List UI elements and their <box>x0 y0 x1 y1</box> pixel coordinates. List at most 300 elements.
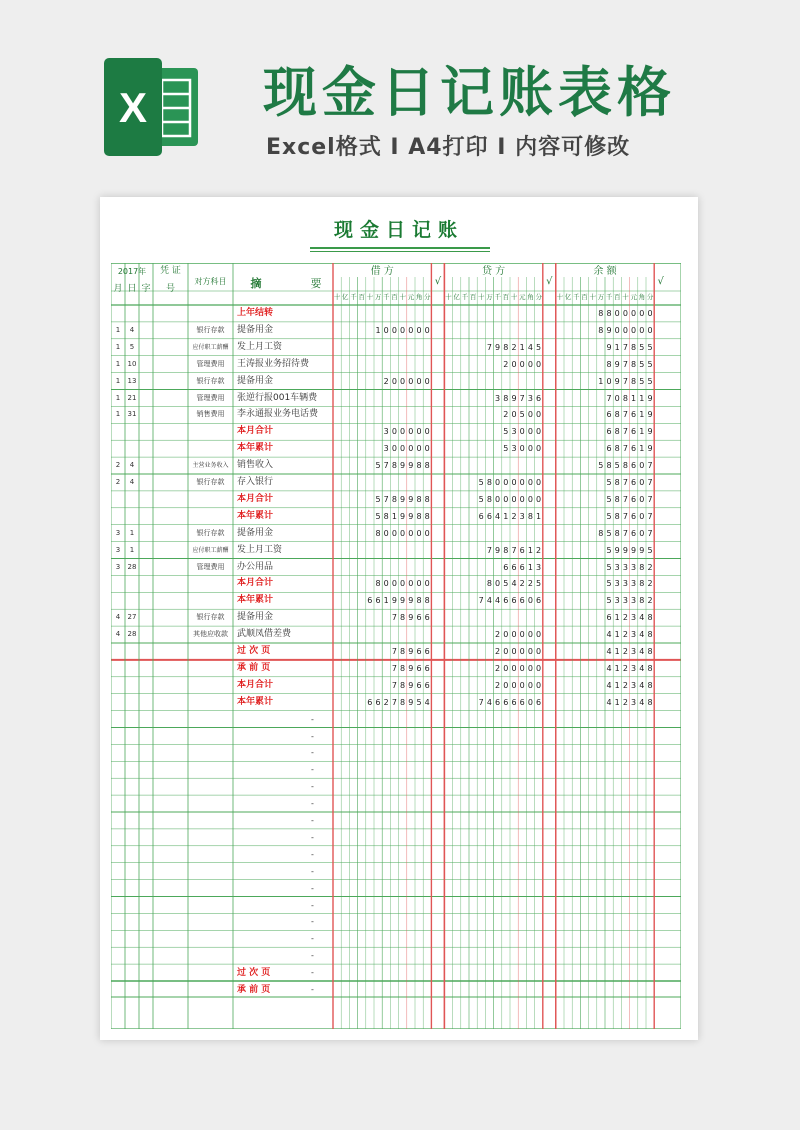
amount-digit: 6 <box>375 697 381 707</box>
amount-digit: 0 <box>622 309 628 318</box>
amount-digit: 8 <box>631 376 637 386</box>
amount-digit: 2 <box>495 630 501 640</box>
row-month: 2 <box>115 461 121 470</box>
amount-digit: 3 <box>527 393 533 403</box>
amount-digit: 8 <box>631 359 637 369</box>
amount-digit: 4 <box>495 596 501 606</box>
page-title: 现金日记账表格 <box>263 61 676 124</box>
amount-digit: 3 <box>383 444 389 454</box>
amount-digit: 4 <box>424 697 430 707</box>
digit-header: 分 <box>424 293 431 301</box>
row-day: 13 <box>127 376 137 385</box>
amount-digit: 5 <box>536 342 542 352</box>
amount-digit: 0 <box>519 478 525 487</box>
row-day: 4 <box>129 461 135 470</box>
amount-digit: 0 <box>631 325 637 335</box>
digit-header: 十 <box>399 293 406 301</box>
amount-digit: 8 <box>614 444 620 454</box>
amount-digit: 9 <box>408 680 414 690</box>
row-day <box>125 491 139 508</box>
amount-digit: 9 <box>647 444 653 454</box>
row-month <box>111 694 125 711</box>
amount-digit: 8 <box>486 494 492 504</box>
amount-digit: 5 <box>598 461 604 471</box>
amount-digit: 0 <box>400 528 406 538</box>
blank-row-mark: - <box>311 985 314 994</box>
amount-digit: 0 <box>647 309 653 318</box>
amount-digit: 6 <box>631 511 637 521</box>
amount-digit: 3 <box>536 562 542 572</box>
amount-digit: 5 <box>606 528 612 538</box>
amount-digit: 7 <box>622 410 628 420</box>
amount-digit: 7 <box>622 342 628 352</box>
row-account: 其他应收款 <box>193 630 228 639</box>
amount-digit: 6 <box>519 697 525 707</box>
amount-digit: 3 <box>631 630 637 640</box>
digit-header: 角 <box>527 293 534 301</box>
sheet-title: 现金日记账 <box>333 219 464 241</box>
amount-digit: 8 <box>606 461 612 471</box>
amount-digit: 2 <box>511 342 517 352</box>
amount-digit: 9 <box>622 545 628 555</box>
amount-digit: 8 <box>622 461 628 471</box>
amount-digit: 0 <box>424 427 430 437</box>
amount-digit: 7 <box>622 359 628 369</box>
amount-digit: 1 <box>519 342 525 352</box>
row-summary: 本年累计 <box>237 443 274 454</box>
row-day <box>125 677 139 694</box>
amount-digit: 6 <box>503 596 509 606</box>
amount-digit: 6 <box>631 528 637 538</box>
amount-digit: 0 <box>639 478 645 487</box>
amount-digit: 3 <box>622 579 628 589</box>
amount-digit: 8 <box>486 579 492 589</box>
amount-digit: 9 <box>408 663 414 673</box>
amount-digit: 0 <box>495 494 501 504</box>
blank-row-mark: - <box>311 782 314 792</box>
blank-row-mark: - <box>311 714 314 724</box>
amount-digit: 2 <box>622 630 628 640</box>
hao-header: 号 <box>165 284 175 294</box>
amount-digit: 6 <box>367 596 373 606</box>
amount-digit: 3 <box>631 613 637 623</box>
digit-header: 百 <box>391 293 398 301</box>
amount-digit: 6 <box>536 697 542 707</box>
amount-digit: 0 <box>495 579 501 589</box>
day-header: 日 <box>127 284 137 294</box>
amount-digit: 0 <box>408 444 414 454</box>
amount-digit: 0 <box>639 461 645 471</box>
row-account: 银行存款 <box>196 478 225 486</box>
amount-digit: 9 <box>408 461 414 471</box>
amount-digit: 0 <box>416 444 422 454</box>
amount-digit: 7 <box>391 647 397 656</box>
digit-header: 元 <box>630 293 637 301</box>
blank-row-mark: - <box>311 951 314 961</box>
amount-digit: 2 <box>536 545 542 555</box>
amount-digit: 2 <box>622 613 628 623</box>
amount-digit: 3 <box>631 663 637 673</box>
row-day: 28 <box>127 562 137 571</box>
row-month <box>111 592 125 609</box>
amount-digit: 4 <box>495 511 501 521</box>
amount-digit: 6 <box>631 478 637 487</box>
page-subtitle: Excel格式 I A4打印 I 内容可修改 <box>266 135 631 160</box>
row-summary: 王涛报业务招待费 <box>237 358 310 369</box>
amount-digit: 4 <box>639 697 645 707</box>
balance-header: 余 额 <box>593 266 617 277</box>
footer-carry-forward: 过 次 页 <box>237 968 271 979</box>
amount-digit: 2 <box>622 647 628 656</box>
digit-header: 分 <box>535 293 542 301</box>
amount-digit: 0 <box>527 663 533 673</box>
amount-digit: 0 <box>408 579 414 589</box>
amount-digit: 6 <box>416 647 422 656</box>
row-account: 销售费用 <box>196 410 225 419</box>
row-account <box>188 660 233 677</box>
amount-digit: 0 <box>639 511 645 521</box>
amount-digit: 6 <box>503 697 509 707</box>
credit-header: 贷 方 <box>481 266 506 277</box>
blank-row-mark: - <box>311 816 314 825</box>
amount-digit: 8 <box>614 528 620 538</box>
amount-digit: 1 <box>639 427 645 437</box>
row-account <box>188 575 233 592</box>
amount-digit: 8 <box>647 680 653 690</box>
amount-digit: 6 <box>519 596 525 606</box>
row-account: 银行存款 <box>196 528 225 537</box>
amount-digit: 5 <box>606 579 612 589</box>
amount-digit: 1 <box>598 376 604 386</box>
ledger-sheet <box>100 197 698 1040</box>
amount-digit: 1 <box>614 647 620 656</box>
amount-digit: 5 <box>647 359 653 369</box>
row-day: 28 <box>127 630 137 639</box>
amount-digit: 8 <box>598 325 604 335</box>
amount-digit: 8 <box>639 562 645 572</box>
digit-header: 千 <box>573 293 580 301</box>
row-account <box>188 423 233 440</box>
amount-digit: 1 <box>631 393 637 403</box>
summary-header-a: 摘 <box>250 277 262 290</box>
amount-digit: 5 <box>606 545 612 555</box>
amount-digit: 8 <box>606 309 612 318</box>
amount-digit: 6 <box>511 697 517 707</box>
row-summary: 本月合计 <box>237 426 274 437</box>
digit-header: 百 <box>614 293 621 301</box>
amount-digit: 0 <box>511 680 517 690</box>
amount-digit: 0 <box>631 309 637 318</box>
amount-digit: 8 <box>614 427 620 437</box>
amount-digit: 3 <box>631 647 637 656</box>
amount-digit: 6 <box>486 511 492 521</box>
amount-digit: 8 <box>614 410 620 420</box>
row-month: 1 <box>115 410 121 419</box>
amount-digit: 0 <box>614 393 620 403</box>
check-header: √ <box>434 276 442 287</box>
banner <box>0 0 800 190</box>
amount-digit: 0 <box>519 647 525 656</box>
amount-digit: 6 <box>424 613 430 623</box>
amount-digit: 0 <box>495 478 501 487</box>
row-account: 主营业务收入 <box>192 462 229 470</box>
amount-digit: 0 <box>536 410 542 420</box>
amount-digit: 0 <box>536 647 542 656</box>
amount-digit: 0 <box>639 309 645 318</box>
row-day <box>125 305 139 322</box>
row-account <box>188 592 233 609</box>
row-day: 31 <box>127 410 137 419</box>
row-month: 4 <box>115 630 121 639</box>
amount-digit: 0 <box>391 325 397 335</box>
amount-digit: 0 <box>511 663 517 673</box>
amount-digit: 8 <box>416 511 422 521</box>
row-account <box>188 643 233 660</box>
amount-digit: 9 <box>400 494 406 504</box>
amount-digit: 2 <box>511 511 517 521</box>
amount-digit: 3 <box>614 596 620 606</box>
amount-digit: 0 <box>511 647 517 656</box>
row-month: 1 <box>115 376 121 385</box>
amount-digit: 9 <box>408 697 414 707</box>
amount-digit: 0 <box>527 680 533 690</box>
amount-digit: 2 <box>622 663 628 673</box>
amount-digit: 7 <box>511 545 517 555</box>
row-account <box>188 677 233 694</box>
row-account: 管理费用 <box>196 562 225 571</box>
row-summary: 存入银行 <box>237 477 274 487</box>
row-day <box>125 694 139 711</box>
blank-row-mark: - <box>311 849 314 859</box>
row-day <box>125 660 139 677</box>
amount-digit: 0 <box>416 528 422 538</box>
row-day <box>125 508 139 525</box>
row-day: 4 <box>129 325 135 334</box>
amount-digit: 0 <box>519 444 525 454</box>
amount-digit: 8 <box>647 647 653 656</box>
row-account: 应付职工薪酬 <box>192 546 229 554</box>
amount-digit: 7 <box>478 596 484 606</box>
amount-digit: 6 <box>478 511 484 521</box>
amount-digit: 8 <box>647 630 653 640</box>
amount-digit: 8 <box>424 494 430 504</box>
amount-digit: 1 <box>527 545 533 555</box>
amount-digit: 8 <box>416 596 422 606</box>
row-account: 管理费用 <box>196 359 225 368</box>
row-summary: 提备用金 <box>237 375 274 386</box>
row-month: 1 <box>115 359 121 368</box>
row-month: 4 <box>115 613 121 622</box>
amount-digit: 1 <box>614 630 620 640</box>
amount-digit: 0 <box>536 494 542 504</box>
amount-digit: 6 <box>511 596 517 606</box>
amount-digit: 0 <box>519 494 525 504</box>
amount-digit: 8 <box>400 647 406 656</box>
amount-digit: 6 <box>416 663 422 673</box>
amount-digit: 1 <box>536 511 542 521</box>
amount-digit: 5 <box>606 562 612 572</box>
row-month: 2 <box>115 478 121 486</box>
amount-digit: 9 <box>647 427 653 437</box>
amount-digit: 5 <box>375 461 381 471</box>
amount-digit: 9 <box>606 342 612 352</box>
amount-digit: 4 <box>606 697 612 707</box>
amount-digit: 0 <box>391 376 397 386</box>
amount-digit: 5 <box>536 579 542 589</box>
amount-digit: 0 <box>511 478 517 487</box>
digit-header: 百 <box>358 293 365 301</box>
amount-digit: 0 <box>519 427 525 437</box>
digit-header: 百 <box>469 293 477 301</box>
amount-digit: 7 <box>478 697 484 707</box>
amount-digit: 0 <box>391 528 397 538</box>
amount-digit: 1 <box>614 697 620 707</box>
amount-digit: 8 <box>503 393 509 403</box>
amount-digit: 0 <box>606 376 612 386</box>
title-underline <box>310 247 490 249</box>
amount-digit: 1 <box>375 325 381 335</box>
amount-digit: 2 <box>622 697 628 707</box>
amount-digit: 3 <box>383 427 389 437</box>
amount-digit: 1 <box>614 663 620 673</box>
digit-header: 十 <box>478 293 485 301</box>
amount-digit: 8 <box>647 697 653 707</box>
amount-digit: 6 <box>519 545 525 555</box>
digit-header: 角 <box>415 293 423 301</box>
row-day: 1 <box>129 528 135 537</box>
amount-digit: 9 <box>391 596 397 606</box>
row-summary: 过 次 页 <box>237 646 271 656</box>
amount-digit: 5 <box>606 511 612 521</box>
amount-digit: 0 <box>416 579 422 589</box>
row-summary: 武顺凤借差费 <box>237 629 292 640</box>
row-summary: 发上月工资 <box>237 341 283 352</box>
amount-digit: 7 <box>622 511 628 521</box>
amount-digit: 6 <box>536 596 542 606</box>
amount-digit: 9 <box>647 410 653 420</box>
amount-digit: 8 <box>424 461 430 471</box>
row-month: 1 <box>115 393 121 402</box>
amount-digit: 3 <box>614 579 620 589</box>
amount-digit: 8 <box>614 494 620 504</box>
row-account: 银行存款 <box>196 325 225 334</box>
amount-digit: 1 <box>383 596 389 606</box>
row-day <box>125 440 139 457</box>
row-summary: 张逆行报001车辆费 <box>237 392 318 403</box>
amount-digit: 7 <box>647 511 653 521</box>
amount-digit: 0 <box>416 325 422 335</box>
amount-digit: 6 <box>375 596 381 606</box>
amount-digit: 7 <box>519 393 525 403</box>
amount-digit: 5 <box>375 494 381 504</box>
row-account: 管理费用 <box>196 393 225 402</box>
row-month <box>111 440 125 457</box>
amount-digit: 0 <box>519 663 525 673</box>
amount-digit: 0 <box>536 478 542 487</box>
blank-row-mark: - <box>311 917 314 927</box>
check-header: √ <box>657 276 664 287</box>
amount-digit: 4 <box>639 663 645 673</box>
row-month: 3 <box>115 545 121 554</box>
amount-digit: 0 <box>519 630 525 640</box>
amount-digit: 3 <box>622 596 628 606</box>
amount-digit: 0 <box>527 478 533 487</box>
digit-header: 万 <box>374 293 382 301</box>
amount-digit: 0 <box>383 528 389 538</box>
amount-digit: 6 <box>631 494 637 504</box>
blank-row-mark: - <box>311 934 314 944</box>
digit-header: 千 <box>350 293 357 301</box>
row-summary: 本月合计 <box>237 679 274 690</box>
row-summary: 本年累计 <box>237 510 274 521</box>
amount-digit: 8 <box>631 342 637 352</box>
amount-digit: 5 <box>416 697 422 707</box>
amount-digit: 0 <box>424 444 430 454</box>
digit-header: 十 <box>366 293 374 301</box>
amount-digit: 8 <box>400 680 406 690</box>
amount-digit: 0 <box>639 528 645 538</box>
amount-digit: 2 <box>495 647 501 656</box>
amount-digit: 6 <box>424 647 430 656</box>
amount-digit: 8 <box>424 596 430 606</box>
check-header: √ <box>546 276 553 287</box>
digit-header: 千 <box>461 293 469 301</box>
amount-digit: 8 <box>400 697 406 707</box>
amount-digit: 6 <box>495 697 501 707</box>
row-day: 27 <box>127 613 137 622</box>
row-month <box>111 305 125 322</box>
amount-digit: 2 <box>503 359 509 369</box>
amount-digit: 8 <box>400 663 406 673</box>
amount-digit: 6 <box>631 461 637 471</box>
amount-digit: 1 <box>503 511 509 521</box>
amount-digit: 2 <box>647 596 653 606</box>
row-summary: 提备用金 <box>237 324 274 335</box>
amount-digit: 2 <box>495 663 501 673</box>
amount-digit: 0 <box>400 325 406 335</box>
amount-digit: 1 <box>639 444 645 454</box>
amount-digit: 0 <box>536 680 542 690</box>
amount-digit: 5 <box>503 444 509 454</box>
amount-digit: 6 <box>416 613 422 623</box>
amount-digit: 8 <box>614 478 620 487</box>
row-account <box>188 305 233 322</box>
amount-digit: 0 <box>503 494 509 504</box>
digit-header: 百 <box>502 293 510 301</box>
ledger-table <box>111 263 681 1029</box>
amount-digit: 0 <box>400 444 406 454</box>
row-summary: 本年累计 <box>237 696 274 707</box>
amount-digit: 1 <box>614 680 620 690</box>
row-account <box>188 694 233 711</box>
amount-digit: 4 <box>606 647 612 656</box>
amount-digit: 0 <box>614 325 620 335</box>
amount-digit: 0 <box>408 427 414 437</box>
amount-digit: 4 <box>511 579 517 589</box>
amount-digit: 4 <box>486 596 492 606</box>
amount-digit: 0 <box>536 663 542 673</box>
amount-digit: 8 <box>503 342 509 352</box>
row-day: 1 <box>129 545 135 554</box>
row-month <box>111 508 125 525</box>
amount-digit: 7 <box>383 494 389 504</box>
row-day <box>125 643 139 660</box>
row-summary: 发上月工资 <box>237 544 283 555</box>
amount-digit: 0 <box>519 680 525 690</box>
row-summary: 提备用金 <box>237 527 274 538</box>
amount-digit: 6 <box>416 680 422 690</box>
title-underline-thin <box>310 251 490 252</box>
